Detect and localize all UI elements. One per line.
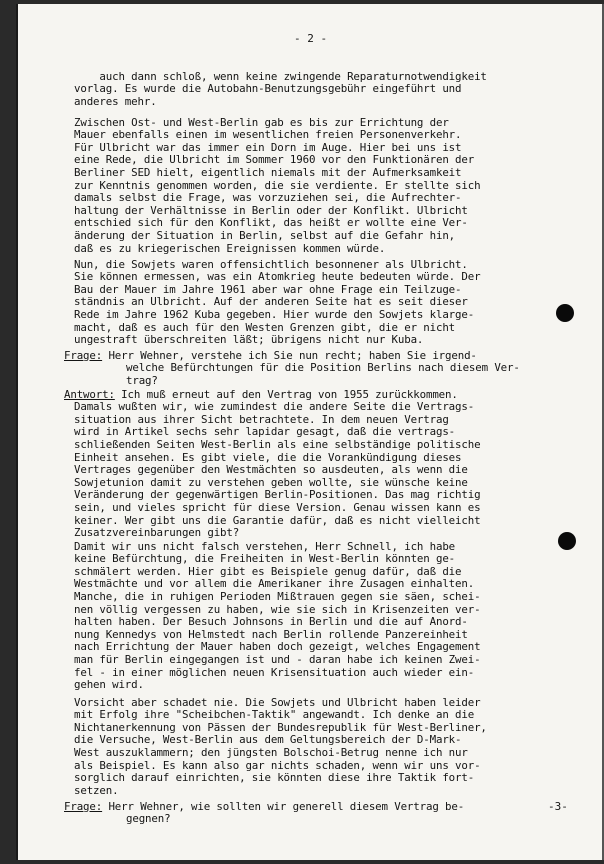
line: Herr Wehner, verstehe ich Sie nun recht; haben Sie irgend-	[102, 348, 477, 362]
line: West auszuklammern; den jüngsten Bolschoi-Betrug nenne ich nur	[74, 745, 468, 759]
page-number: - 2 -	[294, 32, 328, 45]
line: nach Errichtung der Mauer haben doch gezeigt, welches Engagement	[74, 640, 481, 654]
line: keine Befürchtung, die Freiheiten in West-Berlin könnten ge-	[74, 552, 456, 566]
line: auch dann schloß, wenn keine zwingende Reparaturnotwendigkeit	[99, 69, 487, 83]
answer-1	[64, 373, 481, 540]
line: welche Befürchtungen für die Position Berlins nach diesem Ver-	[126, 361, 520, 375]
line: ständnis an Ulbricht. Auf der anderen Seite hat es seit dieser	[74, 295, 468, 309]
paragraph-5	[74, 684, 487, 797]
line: Nun, die Sowjets waren offensichtlich besonnener als Ulbricht.	[74, 257, 468, 271]
line: halten haben. Der Besuch Johnsons in Berlin und die auf Anord-	[74, 615, 468, 629]
line: vorlag. Es wurde die Autobahn-Benutzungsgebühr eingeführt und	[74, 82, 462, 96]
line: Vorsicht aber schadet nie. Die Sowjets und Ulbricht haben leider	[74, 695, 481, 709]
line: Zwischen Ost- und West-Berlin gab es bis zur Errichtung der	[74, 115, 449, 129]
line: keiner. Wer gibt uns die Garantie dafür, daß es nicht vielleicht	[74, 513, 481, 527]
line: schließenden Seiten West-Berlin als eine selbständige politische	[74, 437, 481, 451]
line: setzen.	[74, 783, 119, 797]
line: anderes mehr.	[74, 94, 157, 108]
line: macht, daß es auch für den Westen Grenzen gibt, die er nicht	[74, 320, 456, 334]
line: Rede im Jahre 1962 Kuba gegeben. Hier wurde den Sowjets klarge-	[74, 307, 475, 321]
punch-hole-bottom	[558, 532, 576, 550]
line: Vertrages gegenüber den Westmächten so ausdeuten, als wenn die	[74, 463, 468, 477]
punch-hole-top	[556, 304, 574, 322]
line: nung Kennedys von Helmstedt nach Berlin rollende Panzereinheit	[74, 627, 468, 641]
line: situation aus ihrer Sicht betrachtete. In dem neuen Vertrag	[74, 412, 449, 426]
line: Damals wußten wir, wie zumindest die andere Seite die Vertrags-	[74, 400, 475, 414]
paragraph-3	[74, 246, 480, 347]
question-2	[64, 788, 464, 826]
line: Sowjetunion damit zu verstehen geben wollte, sie wünsche keine	[74, 475, 468, 489]
paragraph-1	[74, 58, 487, 108]
line: sorglich darauf einrichten, sie könnten diese ihre Taktik fort-	[74, 771, 475, 785]
line: entschied sich für den Konflikt, das heißt er wollte eine Ver-	[74, 216, 468, 230]
line: zur Kenntnis genommen worden, die sie verdiente. Er stellte sich	[74, 178, 481, 192]
question-label: Frage:	[64, 799, 103, 813]
line: als Beispiel. Es kann also gar nichts schaden, wenn wir uns vor-	[74, 758, 481, 772]
line: gegnen?	[126, 812, 171, 826]
line: fel - in einer möglichen neuen Krisensituation auch wieder ein-	[74, 665, 475, 679]
paragraph-4	[74, 528, 480, 692]
line: Berliner SED hielt, eigentlich niemals mit der Aufmerksamkeit	[74, 165, 462, 179]
line: schmälert werden. Hier gibt es Beispiele genug dafür, daß die	[74, 564, 462, 578]
line: die Versuche, West-Berlin aus dem Geltungsbereich der D-Mark-	[74, 733, 462, 747]
line: Mauer ebenfalls einen im wesentlichen freien Personenverkehr.	[74, 128, 462, 142]
line: Einheit ansehen. Es gibt viele, die die Vorankündigung dieses	[74, 450, 462, 464]
line: trag?	[126, 373, 158, 387]
line: Damit wir uns nicht falsch verstehen, Herr Schnell, ich habe	[74, 539, 456, 553]
line: gehen wird.	[74, 678, 144, 692]
line: Für Ulbricht war das immer ein Dorn im Auge. Hier bei uns ist	[74, 140, 462, 154]
line: mit Erfolg ihre "Scheibchen-Taktik" angewandt. Ich denke an die	[74, 708, 475, 722]
line: damals selbst die Frage, was vorzuziehen sei, die Aufrechter-	[74, 191, 462, 205]
line: Ich muß erneut auf den Vertrag von 1955 zurückkommen.	[114, 387, 458, 401]
paragraph-2	[74, 104, 480, 255]
line: Sie können ermessen, was ein Atomkrieg heute bedeuten würde. Der	[74, 270, 481, 284]
document-page	[16, 4, 602, 860]
line: eine Rede, die Ulbricht im Sommer 1960 vor den Funktionären der	[74, 153, 475, 167]
line: daß es zu kriegerischen Ereignissen kommen würde.	[74, 241, 386, 255]
question-label: Frage:	[64, 348, 103, 362]
line: Herr Wehner, wie sollten wir generell diesem Vertrag be-	[102, 799, 465, 813]
line: änderung der Situation in Berlin, selbst auf die Gefahr hin,	[74, 228, 456, 242]
line: Manche, die in ruhigen Perioden Mißtrauen gegen sie säen, schei-	[74, 589, 481, 603]
line: Nichtanerkennung von Pässen der Bundesrepublik für West-Berliner,	[74, 720, 487, 734]
line: haltung der Verhältnisse in Berlin oder der Konflikt. Ulbricht	[74, 203, 468, 217]
next-page-marker: -3-	[548, 800, 568, 813]
line: Zusatzvereinbarungen gibt?	[74, 526, 240, 540]
line: Bau der Mauer im Jahre 1961 aber war ohne Frage ein Teilzuge-	[74, 282, 462, 296]
line: wird in Artikel sechs sehr lapidar gesagt, daß die vertrags-	[74, 425, 456, 439]
line: nen völlig vergessen zu haben, wie sie sich in Krisenzeiten ver-	[74, 602, 481, 616]
line: man für Berlin eingegangen ist und - daran habe ich keinen Zwei-	[74, 652, 481, 666]
line: Veränderung der gegenwärtigen Berlin-Positionen. Das mag richtig	[74, 488, 481, 502]
answer-label: Antwort:	[64, 387, 115, 401]
line: ungestraft überschreiten läßt; übrigens nicht nur Kuba.	[74, 333, 424, 347]
line: sein, und vieles spricht für diese Version. Genau wissen kann es	[74, 500, 481, 514]
line: Westmächte und vor allem die Amerikaner ihre Zusagen einhalten.	[74, 577, 475, 591]
